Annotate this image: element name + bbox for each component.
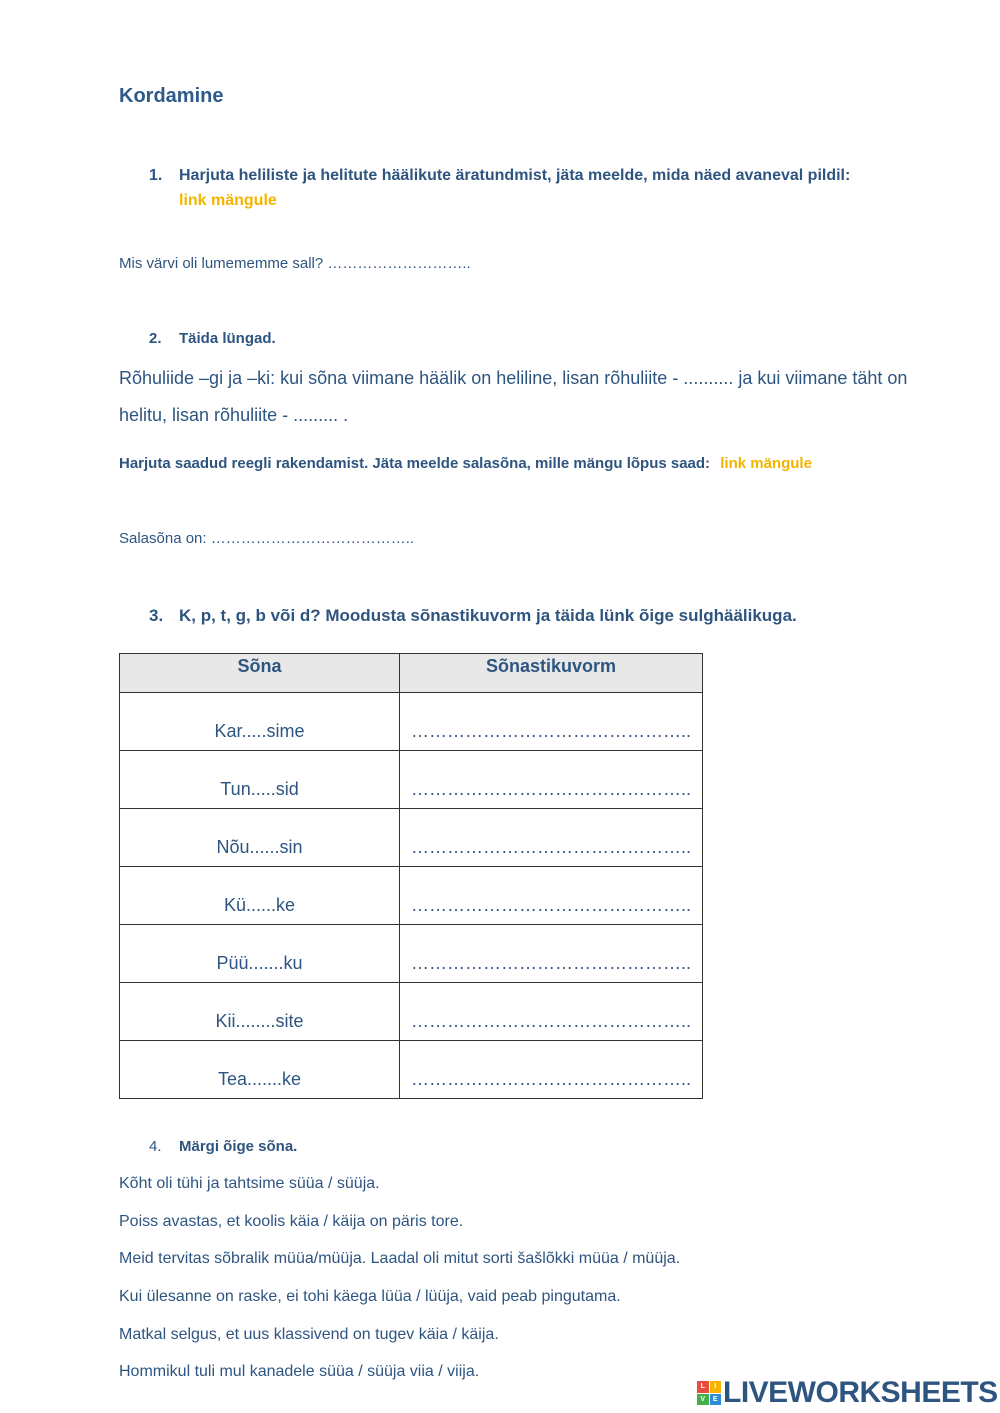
table-row (120, 751, 703, 809)
task-2-rule-line-1: Rõhuliide –gi ja –ki: kui sõna viimane häälik on heliline, lisan rõhuliite - .......... ja kui viimane täht on (119, 368, 908, 388)
table-row (120, 867, 703, 925)
task-4-number: 4. (149, 1138, 162, 1155)
answer-blank[interactable]: ……………………………………….. (400, 693, 703, 751)
answer-blank[interactable]: ……………………………………….. (400, 925, 703, 983)
word-cell: Tun.....sid (120, 751, 400, 809)
word-cell: Tea.......ke (120, 1041, 400, 1099)
sentence-item[interactable]: Kui ülesanne on raske, ei tohi käega lüüa / lüüja, vaid peab pingutama. (119, 1288, 621, 1305)
table-row (120, 925, 703, 983)
column-header-word: Sõna (120, 654, 400, 693)
task-1-game-link[interactable]: link mängule (179, 192, 277, 209)
task-3-instruction: K, p, t, g, b või d? Moodusta sõnastikuvorm ja täida lünk õige sulghäälikuga. (179, 606, 797, 625)
table-row (120, 809, 703, 867)
task-1-question: Mis värvi oli lumememme sall? ……………………….. (119, 255, 471, 272)
table-row (120, 983, 703, 1041)
column-header-dictionary-form: Sõnastikuvorm (400, 654, 703, 693)
task-4-instruction: Märgi õige sõna. (179, 1138, 298, 1155)
logo-letter: V (697, 1394, 709, 1406)
word-cell: Kü......ke (120, 867, 400, 925)
logo-text: LIVEWORKSHEETS (723, 1376, 998, 1409)
word-cell: Nõu......sin (120, 809, 400, 867)
word-cell: Kii........site (120, 983, 400, 1041)
word-cell: Kar.....sime (120, 693, 400, 751)
table-row (120, 1041, 703, 1099)
task-2-secret-word: Salasõna on: ………………………………….. (119, 530, 415, 547)
sentence-item[interactable]: Meid tervitas sõbralik müüa/müüja. Laadal oli mitut sorti šašlõkki müüa / müüja. (119, 1250, 681, 1267)
liveworksheets-logo (697, 1377, 998, 1409)
task-1-number: 1. (149, 167, 163, 184)
task-2-rule-line-2: helitu, lisan rõhuliite - ......... . (119, 405, 349, 425)
logo-letter: E (710, 1394, 722, 1406)
logo-letter: I (710, 1381, 722, 1393)
sentence-item[interactable]: Hommikul tuli mul kanadele süüa / süüja viia / viija. (119, 1363, 480, 1380)
sentence-item[interactable]: Kõht oli tühi ja tahtsime süüa / süüja. (119, 1175, 380, 1192)
task-3-number: 3. (149, 606, 164, 625)
task-2-game-link[interactable]: link mängule (720, 455, 812, 472)
logo-mark-icon (697, 1381, 721, 1405)
sentence-item[interactable]: Matkal selgus, et uus klassivend on tugev käia / käija. (119, 1326, 499, 1343)
answer-blank[interactable]: ……………………………………….. (400, 867, 703, 925)
task-2-number: 2. (149, 330, 162, 347)
answer-blank[interactable]: ……………………………………….. (400, 809, 703, 867)
word-table (119, 653, 703, 1099)
logo-letter: L (697, 1381, 709, 1393)
task-2-instruction: Täida lüngad. (179, 330, 276, 347)
answer-blank[interactable]: ……………………………………….. (400, 1041, 703, 1099)
word-cell: Püü.......ku (120, 925, 400, 983)
sentence-item[interactable]: Poiss avastas, et koolis käia / käija on päris tore. (119, 1213, 464, 1230)
task-1-instruction: Harjuta heliliste ja helitute häälikute äratundmist, jäta meelde, mida näed avaneval pildil: (179, 167, 851, 184)
task-2-practice-text: Harjuta saadud reegli rakendamist. Jäta meelde salasõna, mille mängu lõpus saad: (119, 455, 711, 472)
answer-blank[interactable]: ……………………………………….. (400, 983, 703, 1041)
page-title: Kordamine (119, 85, 224, 107)
answer-blank[interactable]: ……………………………………….. (400, 751, 703, 809)
table-row (120, 693, 703, 751)
